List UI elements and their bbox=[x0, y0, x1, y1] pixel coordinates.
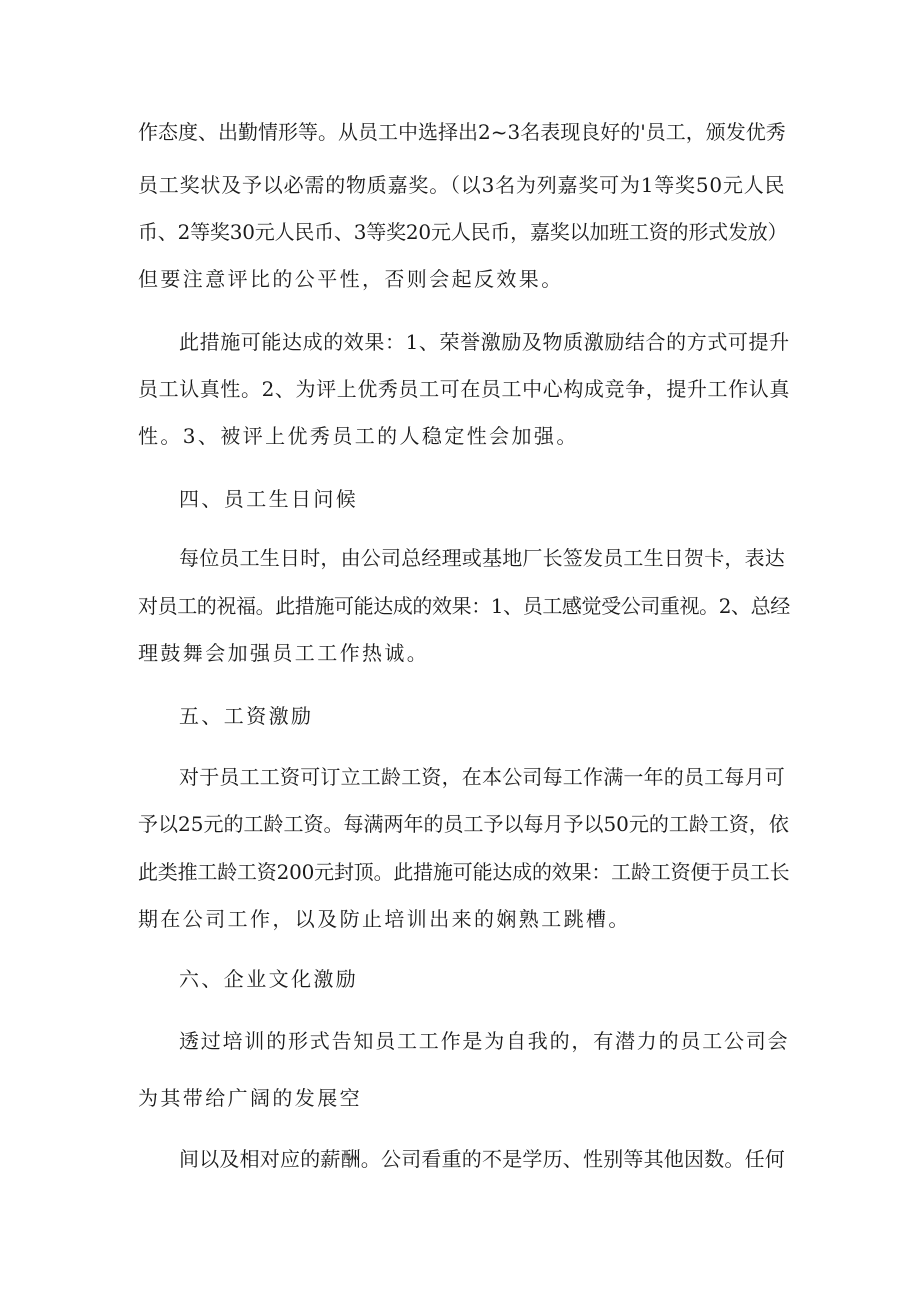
paragraph-line: 间以及相对应的薪酬。公司看重的不是学历、性别等其他因数。任何 bbox=[179, 1147, 785, 1171]
paragraph-line: 理鼓舞会加强员工工作热诚。 bbox=[138, 641, 430, 665]
paragraph-line: 作态度、出勤情形等。从员工中选择出2~3名表现良好的'员工，颁发优秀 bbox=[138, 120, 786, 144]
paragraph-line: 员工认真性。2、为评上优秀员工可在员工中心构成竞争，提升工作认真 bbox=[138, 377, 790, 401]
paragraph-line: 币、2等奖30元人民币、3等奖20元人民币，嘉奖以加班工资的形式发放） bbox=[138, 220, 788, 244]
paragraph-line: 予以25元的工龄工资。每满两年的员工予以每月予以50元的工龄工资，依 bbox=[138, 812, 789, 836]
paragraph-line: 性。3、被评上优秀员工的人稳定性会加强。 bbox=[138, 424, 579, 448]
section-heading: 四、员工生日问候 bbox=[179, 487, 359, 511]
section-heading: 六、企业文化激励 bbox=[179, 967, 359, 991]
paragraph-line: 每位员工生日时，由公司总经理或基地厂长签发员工生日贺卡，表达 bbox=[179, 546, 785, 570]
paragraph-line: 透过培训的形式告知员工工作是为自我的，有潜力的员工公司会 bbox=[179, 1029, 790, 1053]
paragraph-line: 但要注意评比的公平性，否则会起反效果。 bbox=[138, 267, 564, 291]
paragraph-line: 期在公司工作，以及防止培训出来的娴熟工跳槽。 bbox=[138, 907, 631, 931]
paragraph-line: 对于员工工资可订立工龄工资，在本公司每工作满一年的员工每月可 bbox=[179, 765, 785, 789]
paragraph-line: 此类推工龄工资200元封顶。此措施可能达成的效果：工龄工资便于员工长 bbox=[138, 860, 790, 884]
paragraph-line: 员工奖状及予以必需的物质嘉奖。（以3名为列嘉奖可为1等奖50元人民 bbox=[138, 173, 786, 197]
paragraph-line: 对员工的祝福。此措施可能达成的效果：1、员工感觉受公司重视。2、总经 bbox=[138, 594, 790, 618]
section-heading: 五、工资激励 bbox=[179, 704, 314, 728]
paragraph-line: 此措施可能达成的效果：1、荣誉激励及物质激励结合的方式可提升 bbox=[179, 330, 790, 354]
paragraph-line: 为其带给广阔的发展空 bbox=[138, 1086, 362, 1110]
